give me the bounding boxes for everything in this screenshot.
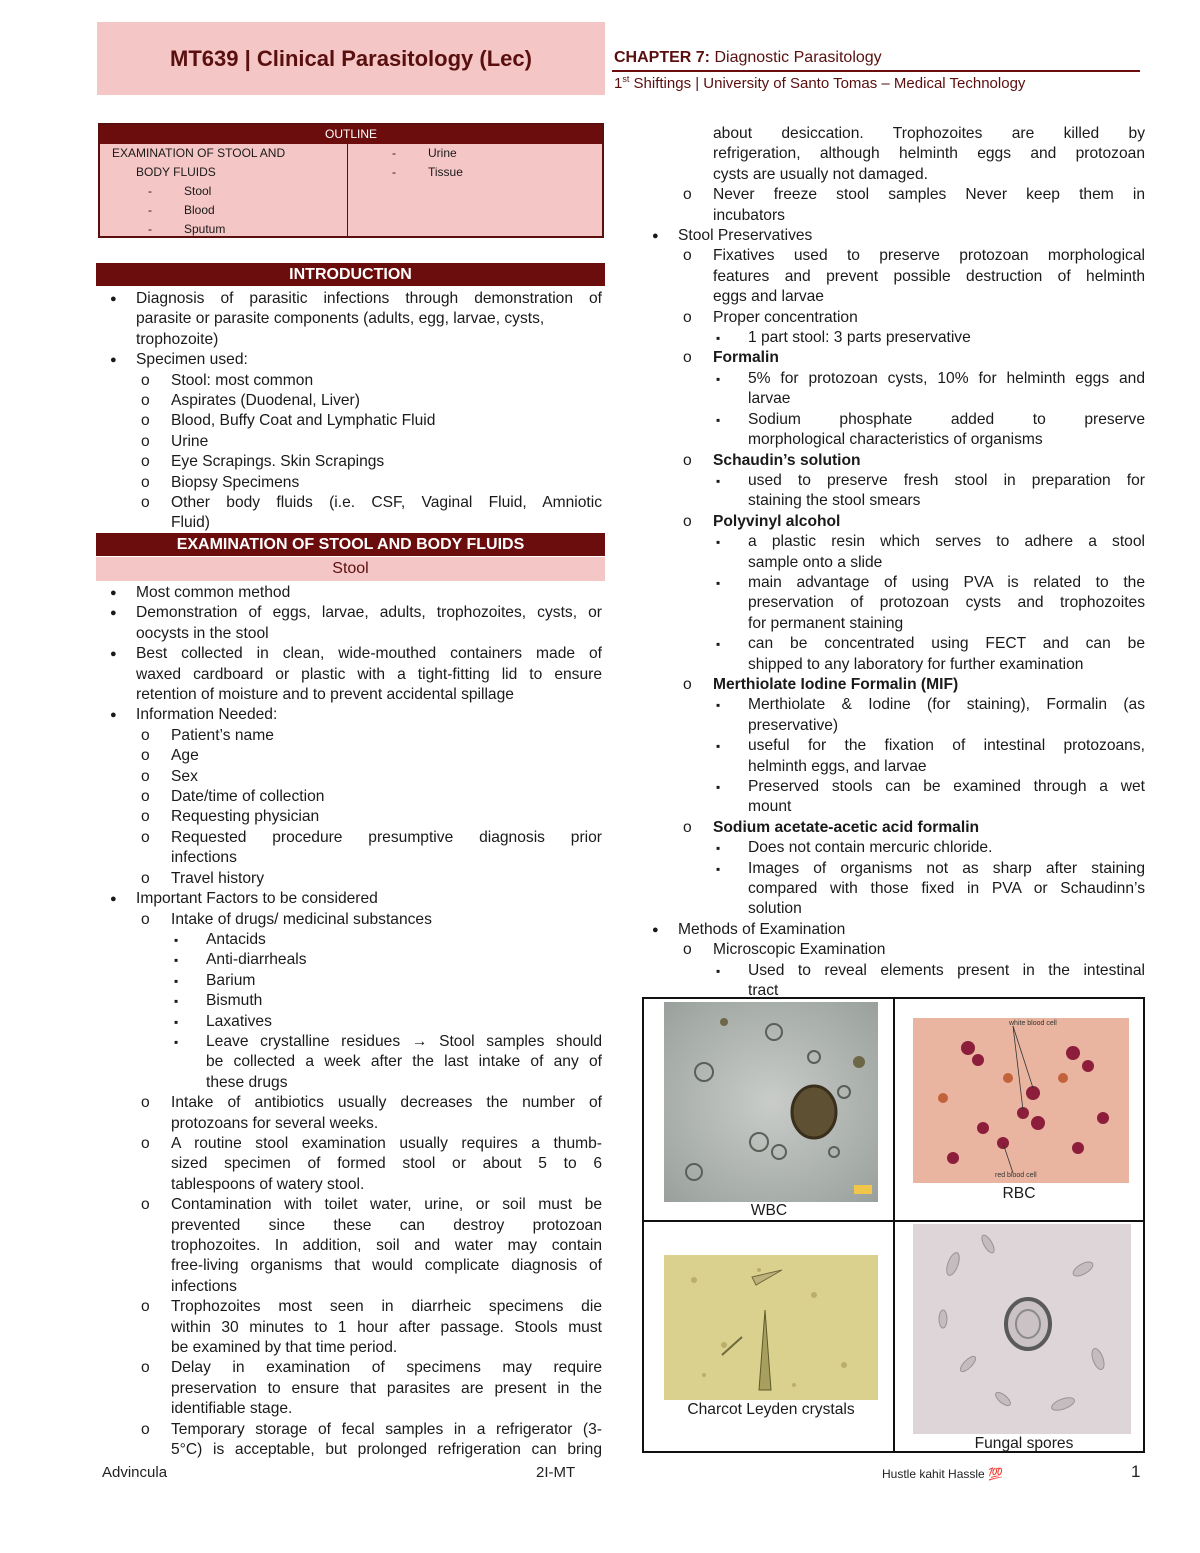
list-item-continuation xyxy=(98,1440,602,1460)
shifting-suffix: st xyxy=(622,74,630,84)
square-marker: ▪ xyxy=(716,780,721,794)
list-item-text: used to preserve fresh stool in preparation for xyxy=(748,471,1145,489)
list-item-continuation xyxy=(640,491,1145,511)
list-item-text: Temporary storage of fecal samples in a refrigerator (3- xyxy=(171,1420,602,1438)
circle-marker: o xyxy=(683,512,692,530)
list-item-text: Bismuth xyxy=(206,992,263,1010)
list-item xyxy=(640,736,1145,756)
list-item-text: Formalin xyxy=(713,349,779,367)
bullet-marker: ● xyxy=(110,709,117,722)
list-item-text: protozoans for several weeks. xyxy=(171,1114,379,1132)
outline-item-exam: EXAMINATION OF STOOL AND xyxy=(112,146,286,160)
list-item-text: preservative) xyxy=(748,716,839,734)
list-item-continuation xyxy=(98,1052,602,1072)
bullet-marker: ● xyxy=(652,230,659,243)
list-item-text: Merthiolate & Iodine (for staining), Formalin (as xyxy=(748,696,1145,714)
list-item-text: infections xyxy=(171,849,237,867)
chapter-label: CHAPTER 7: xyxy=(614,49,711,66)
list-item xyxy=(98,869,602,889)
list-item-text: Patient’s name xyxy=(171,726,274,744)
list-item-continuation xyxy=(640,267,1145,287)
list-item-text: Intake of drugs/ medicinal substances xyxy=(171,910,432,928)
list-item xyxy=(640,451,1145,471)
wbc-micrograph xyxy=(664,1002,878,1202)
footer-section: 2I-MT xyxy=(536,1464,576,1481)
square-marker: ▪ xyxy=(174,973,179,988)
list-item-continuation xyxy=(640,206,1145,226)
list-item-text: Does not contain mercuric chloride. xyxy=(748,839,993,857)
list-item-text: Proper concentration xyxy=(713,308,858,326)
list-item xyxy=(98,807,602,827)
list-item-text: preservation of protozoan cysts and trophozoites xyxy=(748,594,1145,612)
list-item-text: Most common method xyxy=(136,584,291,601)
header-subtitle xyxy=(614,74,1025,92)
list-item-continuation xyxy=(640,430,1145,450)
list-item-text: Blood, Buffy Coat and Lymphatic Fluid xyxy=(171,412,436,430)
circle-marker: o xyxy=(141,869,150,887)
stool-body-right xyxy=(640,124,1145,1001)
list-item-text: Sex xyxy=(171,767,198,785)
list-item-text: Best collected in clean, wide-mouthed containers made of xyxy=(136,645,602,663)
list-item xyxy=(640,532,1145,552)
list-item xyxy=(640,410,1145,430)
list-item-text: main advantage of using PVA is related to the xyxy=(748,573,1145,591)
list-item-continuation xyxy=(640,716,1145,736)
bullet-marker: ● xyxy=(652,923,659,936)
list-item-text: Used to reveal elements present in the intestinal xyxy=(748,961,1145,979)
list-item xyxy=(98,350,602,370)
list-item-text: Sodium phosphate added to preserve xyxy=(748,410,1145,428)
list-item-continuation xyxy=(640,899,1145,919)
circle-marker: o xyxy=(141,392,150,410)
outline-left-column xyxy=(100,144,348,236)
stool-subheading: Stool xyxy=(96,557,605,581)
bullet-marker: ● xyxy=(110,354,117,367)
bullet-marker: ● xyxy=(110,587,117,599)
list-item-text: Delay in examination of specimens may require xyxy=(171,1359,602,1377)
list-item xyxy=(98,1012,602,1032)
course-title: MT639 | Clinical Parasitology (Lec) xyxy=(170,46,532,71)
outline-right-column xyxy=(348,144,463,236)
square-marker: ▪ xyxy=(174,1034,179,1049)
circle-marker: o xyxy=(141,432,150,450)
list-item-text: 1 part stool: 3 parts preservative xyxy=(748,329,971,347)
footer-motto: Hustle kahit Hassle 💯 xyxy=(882,1467,1003,1481)
list-item-continuation xyxy=(98,1175,602,1195)
circle-marker: o xyxy=(683,675,692,693)
list-item-continuation xyxy=(98,1216,602,1236)
list-item-text: be examined by that time period. xyxy=(171,1339,398,1357)
list-item xyxy=(98,1134,602,1154)
circle-marker: o xyxy=(683,941,692,959)
list-item-text: Fluid) xyxy=(171,514,210,532)
list-item-text: Leave crystalline residues → Stool samples should xyxy=(206,1032,602,1050)
list-item xyxy=(98,930,602,950)
shifting-text: Shiftings | University of Santo Tomas – Medical Technology xyxy=(633,75,1026,92)
list-item-text: useful for the fixation of intestinal protozoans, xyxy=(748,737,1145,755)
outline-subitem: - Stool xyxy=(148,184,212,198)
list-item-text: Travel history xyxy=(171,869,265,887)
list-item xyxy=(640,348,1145,368)
list-item-text: about desiccation. Trophozoites are killed by xyxy=(713,125,1145,142)
list-item-text: retention of moisture and to prevent accidental spillage xyxy=(136,686,514,704)
circle-marker: o xyxy=(141,473,150,491)
list-item-text: compared with those fixed in PVA or Schaudinn’s xyxy=(748,880,1145,898)
list-item-text: for permanent staining xyxy=(748,614,904,632)
list-item-text: morphological characteristics of organisms xyxy=(748,431,1043,449)
list-item-text: incubators xyxy=(713,206,785,224)
bullet-marker: ● xyxy=(110,607,117,620)
square-marker: ▪ xyxy=(174,932,179,947)
list-item-continuation xyxy=(98,624,602,644)
list-item-text: waxed cardboard or plastic with a tight-fitting lid to ensure xyxy=(136,665,602,683)
list-item-text: Stool Preservatives xyxy=(678,227,813,245)
circle-marker: o xyxy=(141,828,150,846)
list-item xyxy=(98,767,602,787)
list-item xyxy=(640,961,1145,981)
list-item-text: preservation to ensure that parasites are present in the xyxy=(171,1379,602,1397)
list-item xyxy=(98,603,602,623)
list-item-continuation xyxy=(98,1379,602,1399)
list-item-continuation xyxy=(640,165,1145,185)
shifting-number: 1 xyxy=(614,75,623,92)
square-marker: ▪ xyxy=(716,698,721,713)
circle-marker: o xyxy=(683,308,692,326)
circle-marker: o xyxy=(141,767,150,785)
list-item xyxy=(98,452,602,472)
grid-divider xyxy=(893,999,895,1451)
list-item-continuation xyxy=(98,330,602,350)
list-item-text: trophozoites. In addition, soil and water may contain xyxy=(171,1237,602,1254)
list-item xyxy=(98,289,602,309)
square-marker: ▪ xyxy=(716,575,721,590)
list-item xyxy=(640,512,1145,532)
square-marker: ▪ xyxy=(716,473,721,488)
list-item xyxy=(640,246,1145,266)
list-item-continuation xyxy=(640,655,1145,675)
list-item-text: within 30 minutes to 1 hour after passage. Stools must xyxy=(171,1318,602,1336)
outline-subitem: - Blood xyxy=(148,203,215,217)
list-item xyxy=(98,787,602,807)
list-item-text: 5°C) is acceptable, but prolonged refrigeration can bring xyxy=(171,1441,602,1459)
outline-title: OUTLINE xyxy=(100,125,602,144)
list-item xyxy=(640,838,1145,858)
square-marker: ▪ xyxy=(716,637,721,652)
list-item-text: Antacids xyxy=(206,930,266,948)
list-item xyxy=(98,473,602,493)
rbc-micrograph xyxy=(913,1018,1129,1183)
list-item-text: Biopsy Specimens xyxy=(171,473,300,491)
outline-table xyxy=(98,123,604,238)
list-item-continuation xyxy=(640,124,1145,144)
list-item xyxy=(98,1297,602,1317)
list-item xyxy=(640,328,1145,348)
list-item-text: refrigeration, although helminth eggs and protozoan xyxy=(713,145,1145,163)
list-item-text: can be concentrated using FECT and can be xyxy=(748,635,1145,653)
circle-marker: o xyxy=(683,186,692,204)
page-number: 1 xyxy=(1131,1462,1141,1481)
list-item xyxy=(640,859,1145,879)
list-item-text: Demonstration of eggs, larvae, adults, trophozoites, cysts, or xyxy=(136,604,602,622)
list-item-continuation xyxy=(98,513,602,533)
list-item-text: Diagnosis of parasitic infections through demonstration of xyxy=(136,290,602,307)
list-item-text: Stool: most common xyxy=(171,371,314,389)
list-item xyxy=(640,695,1145,715)
bullet-marker: ● xyxy=(110,893,117,906)
grid-divider xyxy=(644,1220,1143,1222)
header-title-box xyxy=(97,22,605,95)
list-item-continuation xyxy=(640,287,1145,307)
list-item-text: Requesting physician xyxy=(171,808,320,826)
list-item-text: A routine stool examination usually requires a thumb- xyxy=(171,1134,602,1152)
list-item-text: free-living organisms that would complicate diagnosis of xyxy=(171,1257,602,1275)
charcot-leyden-micrograph xyxy=(664,1255,878,1400)
square-marker: ▪ xyxy=(716,861,721,876)
list-item xyxy=(98,991,602,1011)
list-item-text: sample onto a slide xyxy=(748,553,883,571)
outline-subitem: - Sputum xyxy=(148,222,226,236)
list-item-continuation xyxy=(98,685,602,705)
list-item-continuation xyxy=(98,1318,602,1338)
square-marker: ▪ xyxy=(716,412,721,427)
list-item-continuation xyxy=(98,1277,602,1297)
list-item xyxy=(98,583,602,603)
list-item-text: parasite or parasite components (adults, egg, larvae, cysts, xyxy=(136,310,545,328)
list-item-continuation xyxy=(98,1114,602,1134)
rbc-inset-label: red blood cell xyxy=(995,1172,1037,1179)
list-item xyxy=(640,185,1145,205)
list-item-text: cysts are usually not damaged. xyxy=(713,165,928,183)
list-item-continuation xyxy=(640,593,1145,613)
list-item-continuation xyxy=(640,797,1145,817)
list-item-text: trophozoite) xyxy=(136,330,219,348)
specimen-image-grid xyxy=(642,997,1145,1453)
list-item xyxy=(98,950,602,970)
list-item xyxy=(640,471,1145,491)
list-item-text: Date/time of collection xyxy=(171,788,325,806)
list-item-text: Intake of antibiotics usually decreases the number of xyxy=(171,1094,602,1112)
list-item xyxy=(640,369,1145,389)
list-item xyxy=(98,1093,602,1113)
list-item-text: mount xyxy=(748,798,792,816)
list-item xyxy=(640,573,1145,593)
list-item-text: eggs and larvae xyxy=(713,288,824,306)
list-item-text: prevented since these can destroy protozoan xyxy=(171,1216,602,1234)
introduction-heading: INTRODUCTION xyxy=(96,263,605,286)
circle-marker: o xyxy=(141,1134,150,1152)
list-item-continuation xyxy=(98,848,602,868)
circle-marker: o xyxy=(141,494,150,512)
circle-marker: o xyxy=(141,1420,150,1438)
list-item xyxy=(98,1420,602,1440)
list-item xyxy=(98,910,602,930)
square-marker: ▪ xyxy=(716,963,721,978)
list-item-text: Polyvinyl alcohol xyxy=(713,512,841,530)
list-item xyxy=(98,1032,602,1052)
list-item-text: Requested procedure presumptive diagnosis prior xyxy=(171,828,602,846)
introduction-body xyxy=(98,289,602,534)
circle-marker: o xyxy=(141,1298,150,1316)
list-item xyxy=(640,675,1145,695)
list-item-text: Merthiolate Iodine Formalin (MIF) xyxy=(713,675,959,693)
wbc-inset-label: white blood cell xyxy=(1009,1020,1057,1027)
circle-marker: o xyxy=(141,910,150,928)
outline-subitem: - Tissue xyxy=(392,165,463,179)
list-item xyxy=(98,1358,602,1378)
list-item-text: tract xyxy=(748,982,779,1000)
list-item-continuation xyxy=(98,309,602,329)
list-item xyxy=(98,726,602,746)
list-item-continuation xyxy=(640,144,1145,164)
list-item xyxy=(640,226,1145,246)
list-item-text: Contamination with toilet water, urine, or soil must be xyxy=(171,1196,602,1214)
circle-marker: o xyxy=(141,726,150,744)
list-item xyxy=(98,644,602,664)
circle-marker: o xyxy=(683,349,692,367)
square-marker: ▪ xyxy=(174,1014,179,1029)
outline-subitem: - Urine xyxy=(392,146,457,160)
circle-marker: o xyxy=(683,818,692,836)
circle-marker: o xyxy=(683,247,692,265)
list-item-text: Images of organisms not as sharp after staining xyxy=(748,859,1145,877)
charcot-leyden-caption: Charcot Leyden crystals xyxy=(687,1401,855,1418)
list-item-text: Aspirates (Duodenal, Liver) xyxy=(171,392,360,410)
list-item-text: 5% for protozoan cysts, 10% for helminth eggs and xyxy=(748,369,1145,387)
list-item xyxy=(98,493,602,513)
square-marker: ▪ xyxy=(716,535,721,550)
fungal-spores-caption: Fungal spores xyxy=(974,1435,1074,1452)
circle-marker: o xyxy=(141,1196,150,1214)
list-item-text: Preserved stools can be examined through a wet xyxy=(748,778,1145,795)
list-item-text: Fixatives used to preserve protozoan morphological xyxy=(713,247,1145,265)
wbc-caption: WBC xyxy=(750,1202,788,1219)
list-item-continuation xyxy=(640,614,1145,634)
list-item-text: Age xyxy=(171,747,199,765)
list-item-text: a plastic resin which serves to adhere a stool xyxy=(748,533,1145,551)
list-item-text: Methods of Examination xyxy=(678,920,846,938)
fungal-spores-micrograph xyxy=(913,1224,1131,1434)
list-item-text: Schaudin’s solution xyxy=(713,451,861,469)
list-item-continuation xyxy=(640,389,1145,409)
list-item-text: oocysts in the stool xyxy=(136,624,269,642)
chapter-name: Diagnostic Parasitology xyxy=(714,49,882,66)
square-marker: ▪ xyxy=(716,739,721,754)
list-item-text: Eye Scrapings. Skin Scrapings xyxy=(171,453,385,471)
square-marker: ▪ xyxy=(716,841,721,856)
list-item-text: infections xyxy=(171,1277,237,1295)
list-item-text: Laxatives xyxy=(206,1012,272,1030)
list-item-text: staining the stool smears xyxy=(748,492,921,510)
list-item xyxy=(640,920,1145,940)
list-item-text: helminth eggs, and larvae xyxy=(748,757,927,775)
list-item-continuation xyxy=(98,665,602,685)
list-item-continuation xyxy=(98,1154,602,1174)
circle-marker: o xyxy=(141,1359,150,1377)
square-marker: ▪ xyxy=(174,953,179,968)
outline-item-exam-cont: BODY FLUIDS xyxy=(136,165,216,179)
list-item-text: sized specimen of formed stool or about 5 to 6 xyxy=(171,1155,602,1173)
list-item xyxy=(640,777,1145,797)
list-item xyxy=(98,971,602,991)
circle-marker: o xyxy=(141,1094,150,1112)
list-item-text: Anti-diarrheals xyxy=(206,951,307,969)
bullet-marker: ● xyxy=(110,293,117,305)
list-item-text: be collected a week after the last intake of any of xyxy=(206,1053,602,1071)
list-item-text: Information Needed: xyxy=(136,706,278,724)
list-item-continuation xyxy=(98,1073,602,1093)
rbc-caption: RBC xyxy=(1002,1185,1036,1202)
list-item-text: identifiable stage. xyxy=(171,1400,293,1418)
list-item xyxy=(98,828,602,848)
list-item xyxy=(640,308,1145,328)
list-item xyxy=(640,818,1145,838)
circle-marker: o xyxy=(141,747,150,765)
list-item-continuation xyxy=(98,1399,602,1419)
list-item-text: Never freeze stool samples Never keep them in xyxy=(713,186,1145,204)
list-item xyxy=(98,371,602,391)
list-item-text: Sodium acetate-acetic acid formalin xyxy=(713,818,980,836)
list-item-text: Trophozoites most seen in diarrheic specimens die xyxy=(171,1298,602,1316)
list-item xyxy=(98,432,602,452)
square-marker: ▪ xyxy=(716,371,721,386)
circle-marker: o xyxy=(683,451,692,469)
list-item-continuation xyxy=(98,1338,602,1358)
list-item-text: Urine xyxy=(171,432,209,450)
list-item xyxy=(98,746,602,766)
circle-marker: o xyxy=(141,371,150,389)
square-marker: ▪ xyxy=(716,331,721,346)
bullet-marker: ● xyxy=(110,648,117,661)
list-item xyxy=(98,1195,602,1215)
circle-marker: o xyxy=(141,412,150,430)
list-item xyxy=(98,411,602,431)
stool-body-left xyxy=(98,583,602,1460)
list-item-text: Microscopic Examination xyxy=(713,941,886,959)
list-item-text: features and prevent possible destruction of helminth xyxy=(713,267,1145,285)
list-item-continuation xyxy=(640,553,1145,573)
list-item-continuation xyxy=(98,1256,602,1276)
header-divider xyxy=(612,70,1140,72)
list-item-continuation xyxy=(640,879,1145,899)
circle-marker: o xyxy=(141,788,150,806)
list-item-text: larvae xyxy=(748,390,791,408)
list-item xyxy=(98,705,602,725)
list-item-text: Barium xyxy=(206,971,256,989)
footer-author: Advincula xyxy=(102,1464,168,1481)
chapter-title xyxy=(614,49,882,67)
circle-marker: o xyxy=(141,453,150,471)
list-item-text: Specimen used: xyxy=(136,351,248,369)
list-item-continuation xyxy=(640,757,1145,777)
list-item-text: Important Factors to be considered xyxy=(136,890,378,908)
list-item-text: solution xyxy=(748,900,802,918)
exam-section-heading: EXAMINATION OF STOOL AND BODY FLUIDS xyxy=(96,533,605,556)
list-item-text: tablespoons of watery stool. xyxy=(171,1175,365,1193)
circle-marker: o xyxy=(141,808,150,826)
list-item-continuation xyxy=(98,1236,602,1256)
list-item xyxy=(640,940,1145,960)
list-item xyxy=(98,889,602,909)
list-item-text: these drugs xyxy=(206,1073,288,1091)
list-item-text: Other body fluids (i.e. CSF, Vaginal Fluid, Amniotic xyxy=(171,494,602,512)
list-item-text: shipped to any laboratory for further examination xyxy=(748,655,1084,673)
square-marker: ▪ xyxy=(174,994,179,1009)
list-item xyxy=(98,391,602,411)
list-item xyxy=(640,634,1145,654)
